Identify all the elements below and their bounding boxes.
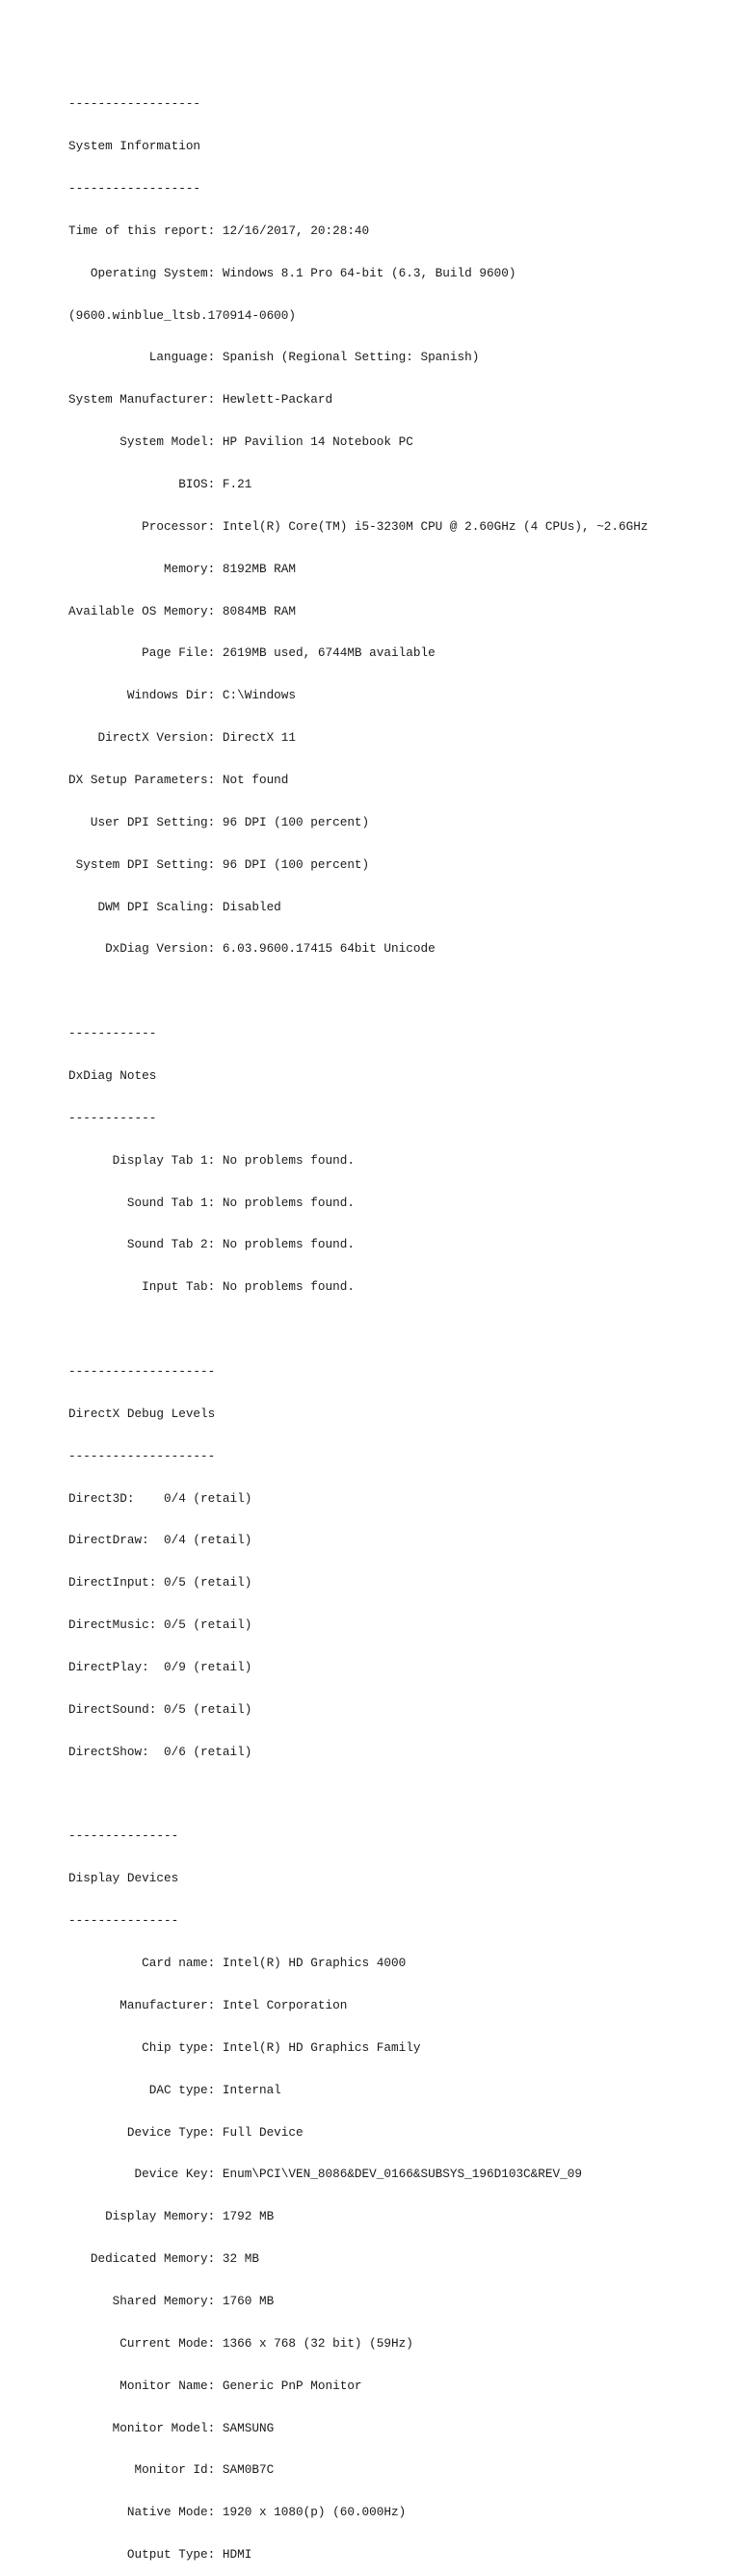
device-type-line: Device Type: Full Device (68, 2124, 304, 2140)
sound-tab-1-note: Sound Tab 1: No problems found. (68, 1195, 355, 1210)
dxdiag-version-line: DxDiag Version: 6.03.9600.17415 64bit Unicode (68, 941, 436, 957)
blank-line (68, 985, 733, 999)
system-manufacturer-line: System Manufacturer: Hewlett-Packard (68, 392, 333, 407)
shared-memory-line: Shared Memory: 1760 MB (68, 2293, 275, 2308)
monitor-name-line: Monitor Name: Generic PnP Monitor (68, 2378, 362, 2393)
input-tab-note: Input Tab: No problems found. (68, 1279, 355, 1295)
output-type-line: Output Type: HDMI (68, 2547, 252, 2563)
device-key-line: Device Key: Enum\PCI\VEN_8086&DEV_0166&SUBSYS_196D103C&REV_09 (68, 2167, 582, 2182)
directsound-level-line: DirectSound: 0/5 (retail) (68, 1701, 252, 1717)
section-title-display-devices: Display Devices (68, 1871, 179, 1886)
processor-line: Processor: Intel(R) Core(TM) i5-3230M CPU @ 2.60GHz (4 CPUs), ~2.6GHz (68, 518, 648, 534)
native-mode-line: Native Mode: 1920 x 1080(p) (60.000Hz) (68, 2505, 407, 2520)
dxdiag-report (68, 69, 733, 2576)
display-memory-line: Display Memory: 1792 MB (68, 2209, 275, 2224)
page-file-line: Page File: 2619MB used, 6744MB available (68, 645, 436, 661)
dx-setup-parameters-line: DX Setup Parameters: Not found (68, 773, 289, 787)
memory-line: Memory: 8192MB RAM (68, 561, 297, 576)
section-title-directx-debug-levels: DirectX Debug Levels (68, 1406, 216, 1421)
section-rule: -------------------- (68, 1448, 216, 1463)
available-memory-line: Available OS Memory: 8084MB RAM (68, 603, 297, 618)
blank-line (68, 1323, 733, 1337)
sound-tab-2-note: Sound Tab 2: No problems found. (68, 1237, 355, 1252)
directmusic-level-line: DirectMusic: 0/5 (retail) (68, 1617, 252, 1633)
directshow-level-line: DirectShow: 0/6 (retail) (68, 1744, 252, 1759)
current-mode-line: Current Mode: 1366 x 768 (32 bit) (59Hz) (68, 2335, 413, 2351)
section-rule: ------------------ (68, 180, 201, 196)
section-rule: -------------------- (68, 1364, 216, 1380)
os-build-line: (9600.winblue_ltsb.170914-0600) (68, 307, 297, 323)
directplay-level-line: DirectPlay: 0/9 (retail) (68, 1660, 252, 1675)
card-name-line: Card name: Intel(R) HD Graphics 4000 (68, 1956, 407, 1971)
section-rule: --------------- (68, 1828, 179, 1844)
report-time-line: Time of this report: 12/16/2017, 20:28:40 (68, 223, 370, 238)
dac-type-line: DAC type: Internal (68, 2082, 281, 2097)
system-dpi-line: System DPI Setting: 96 DPI (100 percent) (68, 856, 370, 872)
operating-system-line: Operating System: Windows 8.1 Pro 64-bit (6.3, Build 9600) (68, 265, 516, 280)
windows-dir-line: Windows Dir: C:\Windows (68, 688, 297, 703)
section-title-system-information: System Information (68, 139, 201, 154)
chip-type-line: Chip type: Intel(R) HD Graphics Family (68, 2039, 421, 2055)
display-tab-note: Display Tab 1: No problems found. (68, 1152, 355, 1168)
bios-line: BIOS: F.21 (68, 476, 252, 491)
section-title-dxdiag-notes: DxDiag Notes (68, 1068, 157, 1084)
directdraw-level-line: DirectDraw: 0/4 (retail) (68, 1533, 252, 1548)
section-rule: --------------- (68, 1913, 179, 1929)
system-model-line: System Model: HP Pavilion 14 Notebook PC (68, 434, 413, 450)
section-rule: ------------ (68, 1026, 157, 1041)
manufacturer-line: Manufacturer: Intel Corporation (68, 1997, 348, 2012)
monitor-model-line: Monitor Model: SAMSUNG (68, 2420, 275, 2435)
blank-line (68, 1788, 733, 1802)
section-rule: ------------ (68, 1110, 157, 1125)
user-dpi-line: User DPI Setting: 96 DPI (100 percent) (68, 814, 370, 829)
directinput-level-line: DirectInput: 0/5 (retail) (68, 1575, 252, 1590)
directx-version-line: DirectX Version: DirectX 11 (68, 730, 297, 746)
direct3d-level-line: Direct3D: 0/4 (retail) (68, 1490, 252, 1506)
dwm-dpi-line: DWM DPI Scaling: Disabled (68, 899, 281, 914)
monitor-id-line: Monitor Id: SAM0B7C (68, 2462, 275, 2478)
language-line: Language: Spanish (Regional Setting: Spanish) (68, 350, 480, 365)
section-rule: ------------------ (68, 96, 201, 112)
dedicated-memory-line: Dedicated Memory: 32 MB (68, 2251, 259, 2267)
